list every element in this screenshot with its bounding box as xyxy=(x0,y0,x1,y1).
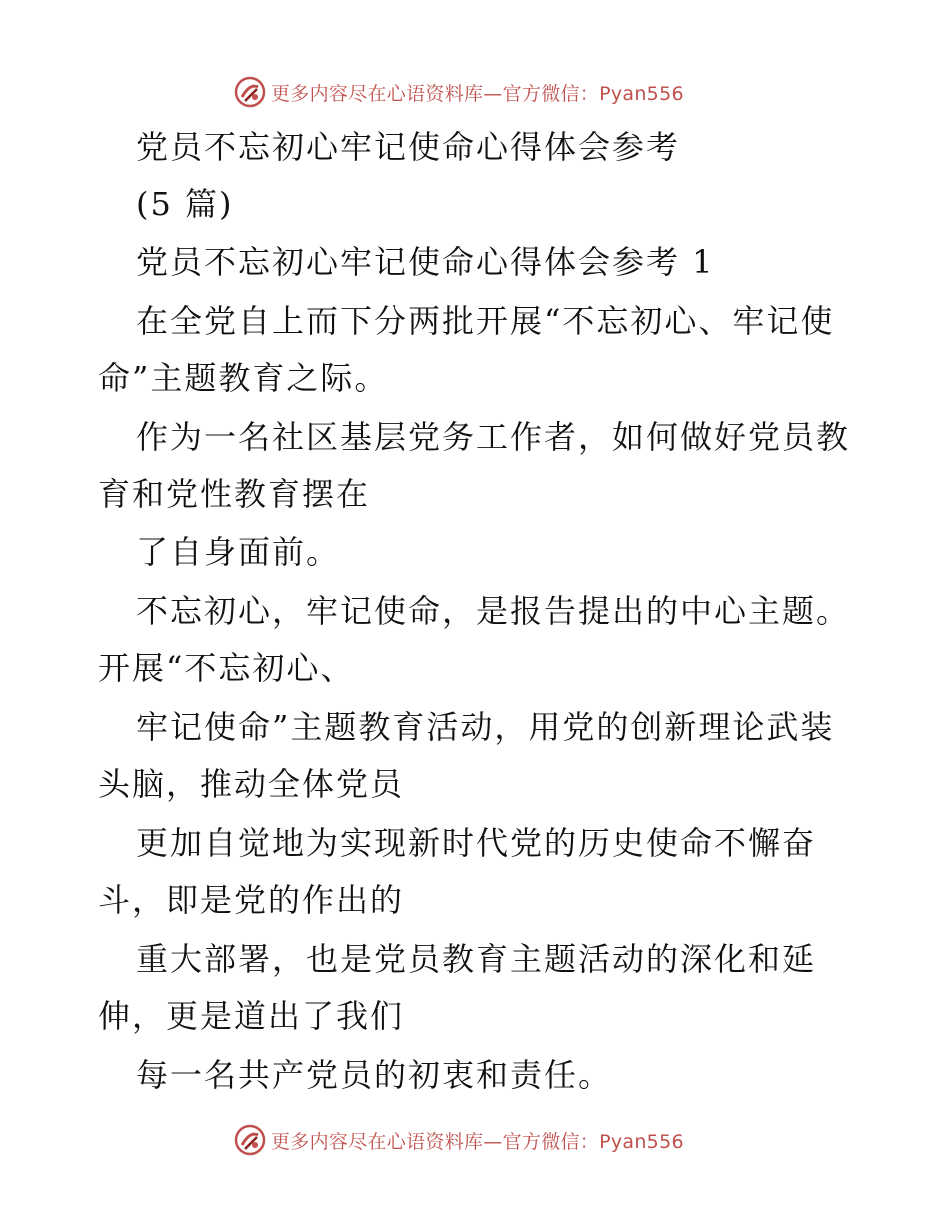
paragraph-line: 不忘初心，牢记使命，是报告提出的中心主题。 xyxy=(136,592,851,630)
red-seal-logo-icon xyxy=(233,75,267,109)
paragraph-line: 作为一名社区基层党务工作者，如何做好党员教 xyxy=(136,418,851,456)
paragraph-line: 重大部署，也是党员教育主题活动的深化和延 xyxy=(136,940,817,978)
red-seal-logo-icon xyxy=(233,1123,267,1157)
paragraph-line: 头脑，推动全体党员 xyxy=(98,765,405,803)
paragraph-line: 了自身面前。 xyxy=(136,533,341,571)
paragraph-line: 育和党性教育摆在 xyxy=(98,475,371,513)
paragraph-line: 伸，更是道出了我们 xyxy=(98,997,405,1035)
section-heading: 党员不忘初心牢记使命心得体会参考 1 xyxy=(136,243,715,281)
paragraph-line: 斗，即是党的作出的 xyxy=(98,881,405,919)
watermark-footer xyxy=(0,1120,950,1160)
paragraph-line: 每一名共产党员的初衷和责任。 xyxy=(136,1056,613,1094)
paragraph-line: 在全党自上而下分两批开展“不忘初心、牢记使 xyxy=(136,302,835,340)
paragraph-line: 命”主题教育之际。 xyxy=(98,359,389,397)
document-title-line-1: 党员不忘初心牢记使命心得体会参考 xyxy=(136,128,681,166)
watermark-text: 更多内容尽在心语资料库—官方微信：Pyan556 xyxy=(271,82,684,105)
paragraph-line: 开展“不忘初心、 xyxy=(98,649,355,687)
watermark-text: 更多内容尽在心语资料库—官方微信：Pyan556 xyxy=(271,1130,684,1153)
paragraph-line: 更加自觉地为实现新时代党的历史使命不懈奋 xyxy=(136,824,817,862)
watermark-header xyxy=(0,72,950,112)
document-title-line-2: (5 篇) xyxy=(136,185,234,223)
paragraph-line: 牢记使命”主题教育活动，用党的创新理论武装 xyxy=(136,708,835,746)
